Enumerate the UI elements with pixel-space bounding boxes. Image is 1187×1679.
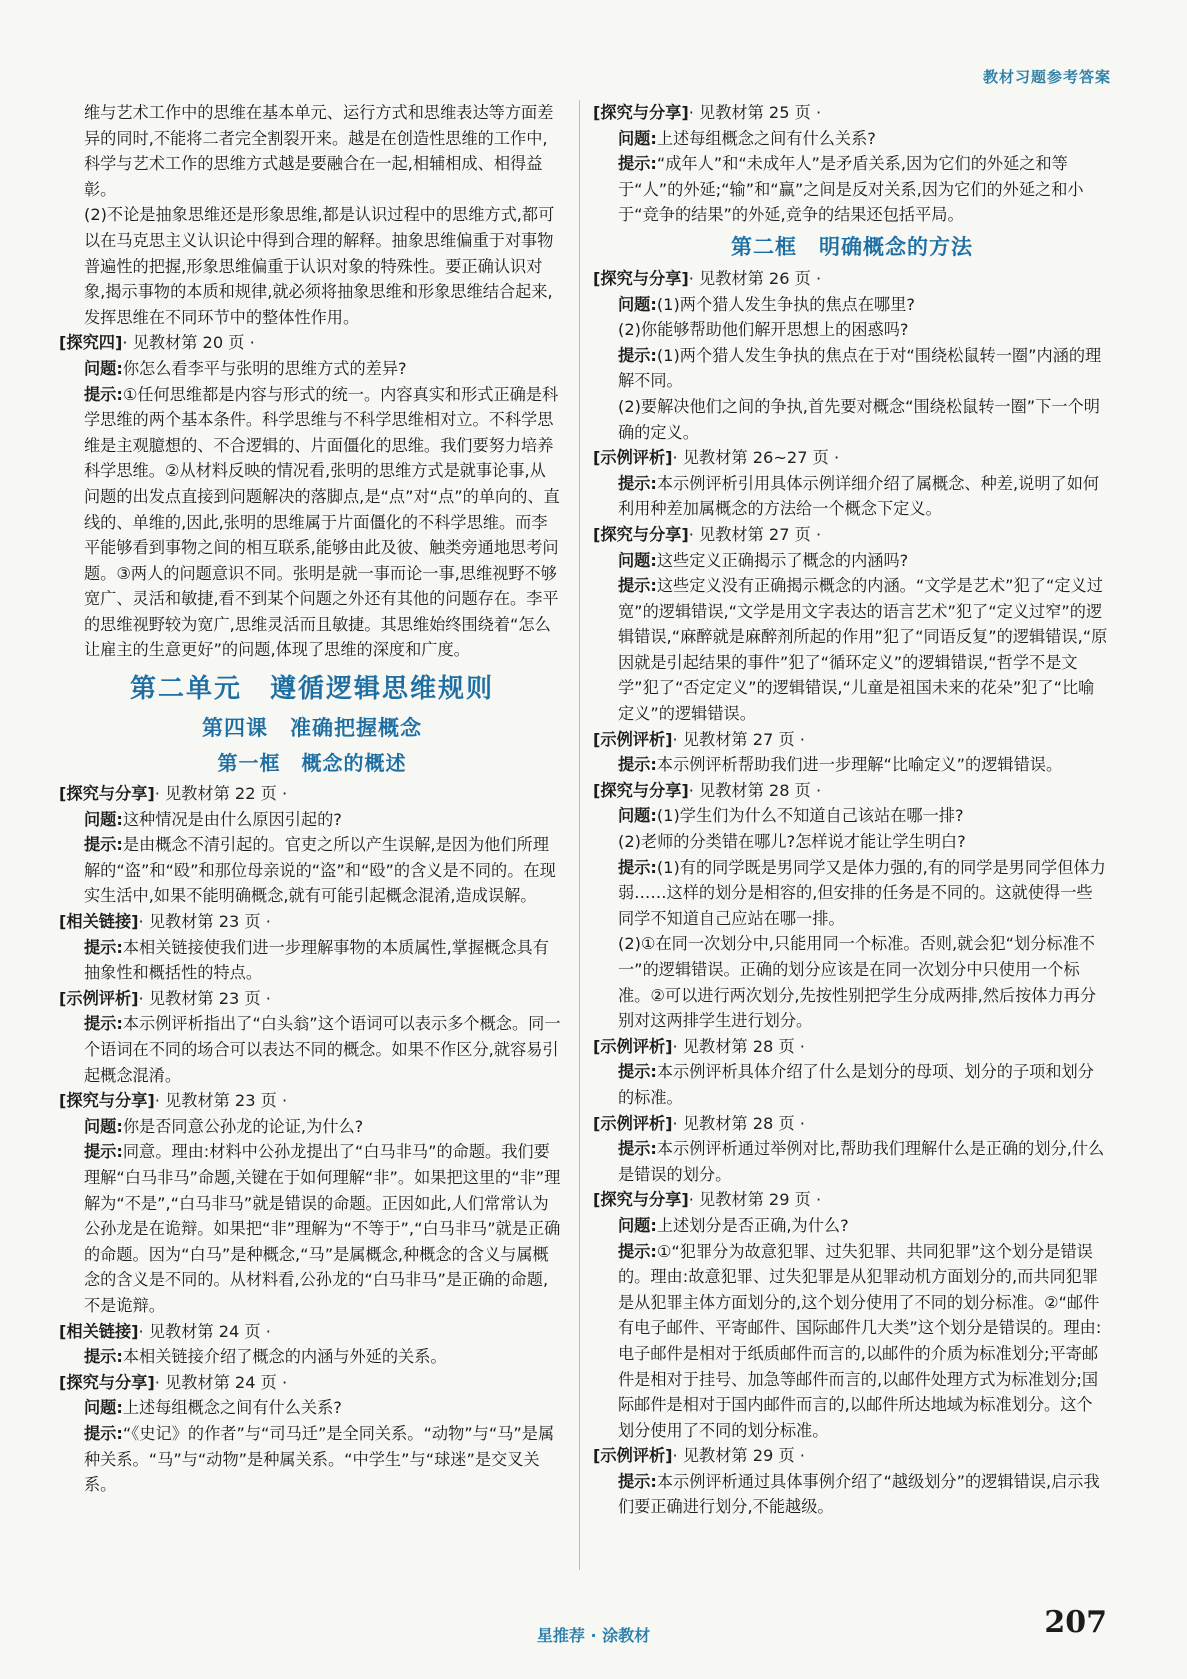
tag-label: [探究与分享]	[59, 1372, 155, 1392]
lead: 问题:	[84, 358, 123, 378]
section-tag	[593, 445, 1108, 471]
lead: 问题:	[84, 1398, 123, 1418]
question	[596, 292, 1108, 318]
section-tag	[593, 1187, 1108, 1213]
hint-text: (1)两个猎人发生争执的焦点在于对“围绕松鼠转一圈”内涵的理解不同。	[618, 345, 1102, 391]
section-tag	[593, 727, 1108, 753]
tag-label: [探究与分享]	[593, 1190, 689, 1210]
footer-brand: 星推荐 · 涂教材	[536, 1626, 651, 1645]
section-tag	[593, 778, 1108, 804]
hint-cont: (2)要解决他们之间的争执,首先要对概念“围绕松鼠转一圈”下一个明确的定义。	[618, 396, 1100, 442]
lead: 问题:	[84, 809, 123, 829]
section-tag	[593, 1443, 1108, 1469]
tag-ref: · 见教材第 28 页 ·	[688, 780, 822, 800]
hint-text: 本示例评析具体介绍了什么是划分的母项、划分的子项和划分的标准。	[618, 1062, 1094, 1107]
tag-ref: · 见教材第 27 页 ·	[672, 729, 805, 749]
question-text: 上述划分是否正确,为什么?	[656, 1215, 849, 1235]
question-text: 这种情况是由什么原因引起的?	[122, 809, 342, 829]
left-column	[59, 100, 562, 1498]
hint-text: (1)有的同学既是男同学又是体力强的,有的同学是男同学但体力弱……这样的划分是相容的,但安排的任务是不同的。这就使得一些同学不知道自己应站在哪一排。	[618, 857, 1106, 928]
tag-label: [探究与分享]	[593, 268, 689, 288]
hint-text: 本示例评析通过具体事例介绍了“越级划分”的逻辑错误,启示我们要正确进行划分,不能越级。	[618, 1471, 1100, 1517]
lead: 提示:	[84, 1014, 123, 1034]
frame-title: 第二框 明确概念的方法	[731, 234, 973, 259]
hint	[62, 1011, 562, 1088]
hint	[62, 1139, 562, 1318]
hint	[596, 1469, 1108, 1520]
paragraph: (2)不论是抽象思维还是形象思维,都是认识过程中的思维方式,都可以在马克思主义认识论中得到合理的解释。抽象思维偏重于对事物普遍性的把握,形象思维偏重于认识对象的特殊性。要正确认识对象,揭示事物的本质和规律,就必须将抽象思维和形象思维结合起来,发挥思维在不同环节中的整体性作用。	[84, 205, 555, 327]
tag-label: [探究与分享]	[593, 103, 689, 122]
hint	[596, 752, 1108, 778]
question-text: 上述每组概念之间有什么关系?	[656, 128, 876, 148]
question	[62, 356, 562, 382]
tag-label: [示例评析]	[59, 988, 139, 1008]
hint	[596, 1059, 1108, 1110]
lead: 提示:	[618, 755, 657, 775]
hint	[62, 1344, 562, 1370]
lead: 提示:	[618, 473, 657, 493]
lead: 问题:	[618, 128, 657, 148]
hint-text: “《史记》的作者”与“司马迁”是全同关系。“动物”与“马”是属种关系。“马”与“动物”是种属关系。“中学生”与“球迷”是交叉关系。	[84, 1423, 555, 1495]
lead: 提示:	[84, 1423, 123, 1443]
section-tag	[59, 1088, 562, 1114]
frame-title: 第一框 概念的概述	[217, 751, 407, 776]
paragraph: 维与艺术工作中的思维在基本单元、运行方式和思维表达等方面差异的同时,不能将二者完全割裂开来。越是在创造性思维的工作中,科学与艺术工作的思维方式越是要融合在一起,相辅相成、相得益彰。	[84, 103, 554, 199]
question-text: 你怎么看李平与张明的思维方式的差异?	[122, 358, 407, 378]
tag-ref: · 见教材第 25 页 ·	[688, 103, 822, 122]
section-tag	[59, 330, 562, 356]
tag-label: [相关链接]	[59, 912, 139, 932]
question	[62, 807, 562, 833]
hint	[596, 1136, 1108, 1187]
unit-title: 第二单元 遵循逻辑思维规则	[129, 674, 494, 705]
hint	[596, 573, 1108, 727]
tag-ref: · 见教材第 28 页 ·	[672, 1113, 805, 1133]
lead: 提示:	[84, 384, 123, 404]
tag-ref: · 见教材第 29 页 ·	[672, 1446, 805, 1466]
hint-text: ①“犯罪分为故意犯罪、过失犯罪、共同犯罪”这个划分是错误的。理由:故意犯罪、过失犯罪是从犯罪动机方面划分的,而共同犯罪是从犯罪主体方面划分的,这个划分使用了不同的划分标准。②“邮件有电子邮件、平寄邮件、国际邮件几大类”这个划分是错误的。理由:电子邮件是相对于纸质邮件而言的,以邮件的介质为标准划分;平寄邮件是相对于挂号、加急等邮件而言的,以邮件处理方式为标准划分;国际邮件是相对于国内邮件而言的,以邮件所达地域为标准划分。这个划分使用了不同的划分标准。	[618, 1241, 1102, 1440]
hint-text: 这些定义没有正确揭示概念的内涵。“文学是艺术”犯了“定义过宽”的逻辑错误,“文学是用文字表达的语言艺术”犯了“定义过窄”的逻辑错误,“麻醉就是麻醉剂所起的作用”犯了“同语反复”的逻辑错误,“原因就是引起结果的事件”犯了“循环定义”的逻辑错误,“哲学不是文学”犯了“否定定义”的逻辑错误,“儿童是祖国未来的花朵”犯了“比喻定义”的逻辑错误。	[618, 576, 1108, 724]
hint	[596, 343, 1108, 394]
lead: 提示:	[618, 1062, 657, 1082]
question-text: (1)两个猎人发生争执的焦点在哪里?	[656, 294, 916, 314]
tag-ref: · 见教材第 29 页 ·	[688, 1190, 822, 1210]
hint-text: 本示例评析引用具体示例详细介绍了属概念、种差,说明了如何利用种差加属概念的方法给一个概念下定义。	[618, 473, 1100, 519]
lesson-title: 第四课 准确把握概念	[202, 716, 422, 741]
tag-label: [探究与分享]	[59, 1091, 155, 1111]
hint-text: 是由概念不清引起的。官吏之所以产生误解,是因为他们所理解的“盗”和“殴”和那位母亲说的“盗”和“殴”的含义是不同的。在现实生活中,如果不能明确概念,就有可能引起概念混淆,造成误解。	[84, 835, 556, 906]
tag-label: [探究与分享]	[593, 780, 689, 800]
hint-text: 本示例评析指出了“白头翁”这个语词可以表示多个概念。同一个语词在不同的场合可以表达不同的概念。如果不作区分,就容易引起概念混淆。	[84, 1014, 561, 1085]
hint-text: 本示例评析帮助我们进一步理解“比喻定义”的逻辑错误。	[656, 755, 1063, 775]
lead: 提示:	[618, 154, 657, 174]
section-tag	[59, 1319, 562, 1345]
hint-text: 本相关链接使我们进一步理解事物的本质属性,掌握概念具有抽象性和概括性的特点。	[84, 937, 549, 983]
section-tag	[593, 522, 1108, 548]
lead: 问题:	[618, 550, 657, 570]
question-text: 这些定义正确揭示了概念的内涵吗?	[656, 550, 909, 570]
hint	[596, 1239, 1108, 1444]
question	[62, 1114, 562, 1140]
lead: 提示:	[84, 937, 123, 957]
page-number: 207	[1044, 1605, 1107, 1640]
question	[596, 548, 1108, 574]
section-tag	[593, 1111, 1108, 1137]
tag-label: [探究四]	[59, 333, 123, 353]
tag-ref: · 见教材第 23 页 ·	[138, 988, 271, 1008]
tag-ref: · 见教材第 26 页 ·	[688, 268, 822, 288]
hint	[62, 382, 562, 664]
section-tag	[59, 909, 562, 935]
lead: 问题:	[618, 1215, 657, 1235]
tag-ref: · 见教材第 20 页 ·	[122, 333, 255, 353]
lead: 提示:	[618, 1139, 657, 1159]
section-tag	[593, 266, 1108, 292]
lead: 提示:	[618, 1471, 657, 1491]
question-cont: (2)老师的分类错在哪儿?怎样说才能让学生明白?	[618, 832, 966, 852]
question	[62, 1395, 562, 1421]
lead: 提示:	[618, 576, 657, 596]
section-tag	[59, 1370, 562, 1396]
question	[596, 1213, 1108, 1239]
tag-ref: · 见教材第 28 页 ·	[672, 1036, 805, 1056]
tag-label: [示例评析]	[593, 729, 673, 749]
tag-ref: · 见教材第 23 页 ·	[138, 912, 271, 932]
hint-text: 本示例评析通过举例对比,帮助我们理解什么是正确的划分,什么是错误的划分。	[618, 1139, 1105, 1184]
question-cont: (2)你能够帮助他们解开思想上的困惑吗?	[618, 320, 909, 340]
right-column	[593, 100, 1108, 1520]
tag-ref: · 见教材第 22 页 ·	[154, 784, 288, 804]
hint-text: 本相关链接介绍了概念的内涵与外延的关系。	[122, 1347, 447, 1367]
question-text: 上述每组概念之间有什么关系?	[122, 1398, 342, 1418]
tag-label: [示例评析]	[593, 1036, 673, 1056]
hint	[62, 832, 562, 909]
hint-cont: (2)①在同一次划分中,只能用同一个标准。否则,就会犯“划分标准不一”的逻辑错误。正确的划分应该是在同一次划分中只使用一个标准。②可以进行两次划分,先按性别把学生分成两排,然后按体力再分别对这两排学生进行划分。	[618, 934, 1097, 1031]
tag-ref: · 见教材第 23 页 ·	[154, 1091, 288, 1111]
tag-label: [示例评析]	[593, 1446, 673, 1466]
tag-label: [探究与分享]	[593, 524, 689, 544]
tag-ref: · 见教材第 26~27 页 ·	[672, 448, 840, 468]
lead: 提示:	[618, 345, 657, 365]
lead: 提示:	[84, 1142, 123, 1162]
hint	[62, 1421, 562, 1498]
hint-text: 同意。理由:材料中公孙龙提出了“白马非马”的命题。我们要理解“白马非马”命题,关键在于如何理解“非”。如果把这里的“非”理解为“不是”,“白马非马”就是错误的命题。正因如此,人们常常认为公孙龙是在诡辩。如果把“非”理解为“不等于”,“白马非马”就是正确的命题。因为“白马”是种概念,“马”是属概念,种概念的含义与属概念的含义是不同的。从材料看,公孙龙的“白马非马”是正确的命题,不是诡辩。	[84, 1142, 561, 1315]
lead: 提示:	[84, 1347, 123, 1367]
tag-label: [示例评析]	[593, 1113, 673, 1133]
hint	[596, 855, 1108, 932]
section-tag	[593, 100, 1108, 126]
section-tag	[593, 1034, 1108, 1060]
hint	[596, 471, 1108, 522]
tag-label: [探究与分享]	[59, 784, 155, 804]
question-text: (1)学生们为什么不知道自己该站在哪一排?	[656, 806, 964, 826]
question	[596, 126, 1108, 152]
column-divider	[579, 100, 580, 1570]
lead: 提示:	[618, 1241, 657, 1261]
section-tag	[59, 986, 562, 1012]
tag-label: [示例评析]	[593, 448, 673, 468]
hint-text: “成年人”和“未成年人”是矛盾关系,因为它们的外延之和等于“人”的外延;“输”和“赢”之间是反对关系,因为它们的外延之和小于“竞争的结果”的外延,竞争的结果还包括平局。	[618, 154, 1084, 225]
section-tag	[59, 781, 562, 807]
hint	[62, 935, 562, 986]
tag-ref: · 见教材第 24 页 ·	[154, 1372, 288, 1392]
tag-ref: · 见教材第 24 页 ·	[138, 1321, 271, 1341]
lead: 提示:	[618, 857, 657, 877]
tag-label: [相关链接]	[59, 1321, 139, 1341]
lead: 问题:	[618, 294, 657, 314]
question-text: 你是否同意公孙龙的论证,为什么?	[122, 1116, 364, 1136]
running-header: 教材习题参考答案	[982, 68, 1111, 86]
question	[596, 803, 1108, 829]
hint	[596, 151, 1108, 228]
hint-text: ①任何思维都是内容与形式的统一。内容真实和形式正确是科学思维的两个基本条件。科学思维与不科学思维相对立。不科学思维是主观臆想的、不合逻辑的、片面僵化的思维。我们要努力培养科学思维。②从材料反映的情况看,张明的思维方式是就事论事,从问题的出发点直接到问题解决的落脚点,是“点”对“点”的单向的、直线的、单维的,因此,张明的思维属于片面僵化的不科学思维。而李平能够看到事物之间的相互联系,能够由此及彼、触类旁通地思考问题。③两人的问题意识不同。张明是就一事而论一事,思维视野不够宽广、灵活和敏捷,看不到某个问题之外还有其他的问题存在。李平的思维视野较为宽广,思维灵活而且敏捷。其思维始终围绕着“怎么让雇主的生意更好”的问题,体现了思维的深度和广度。	[84, 384, 560, 660]
lead: 问题:	[618, 806, 657, 826]
lead: 问题:	[84, 1116, 123, 1136]
tag-ref: · 见教材第 27 页 ·	[688, 524, 822, 544]
lead: 提示:	[84, 835, 123, 855]
